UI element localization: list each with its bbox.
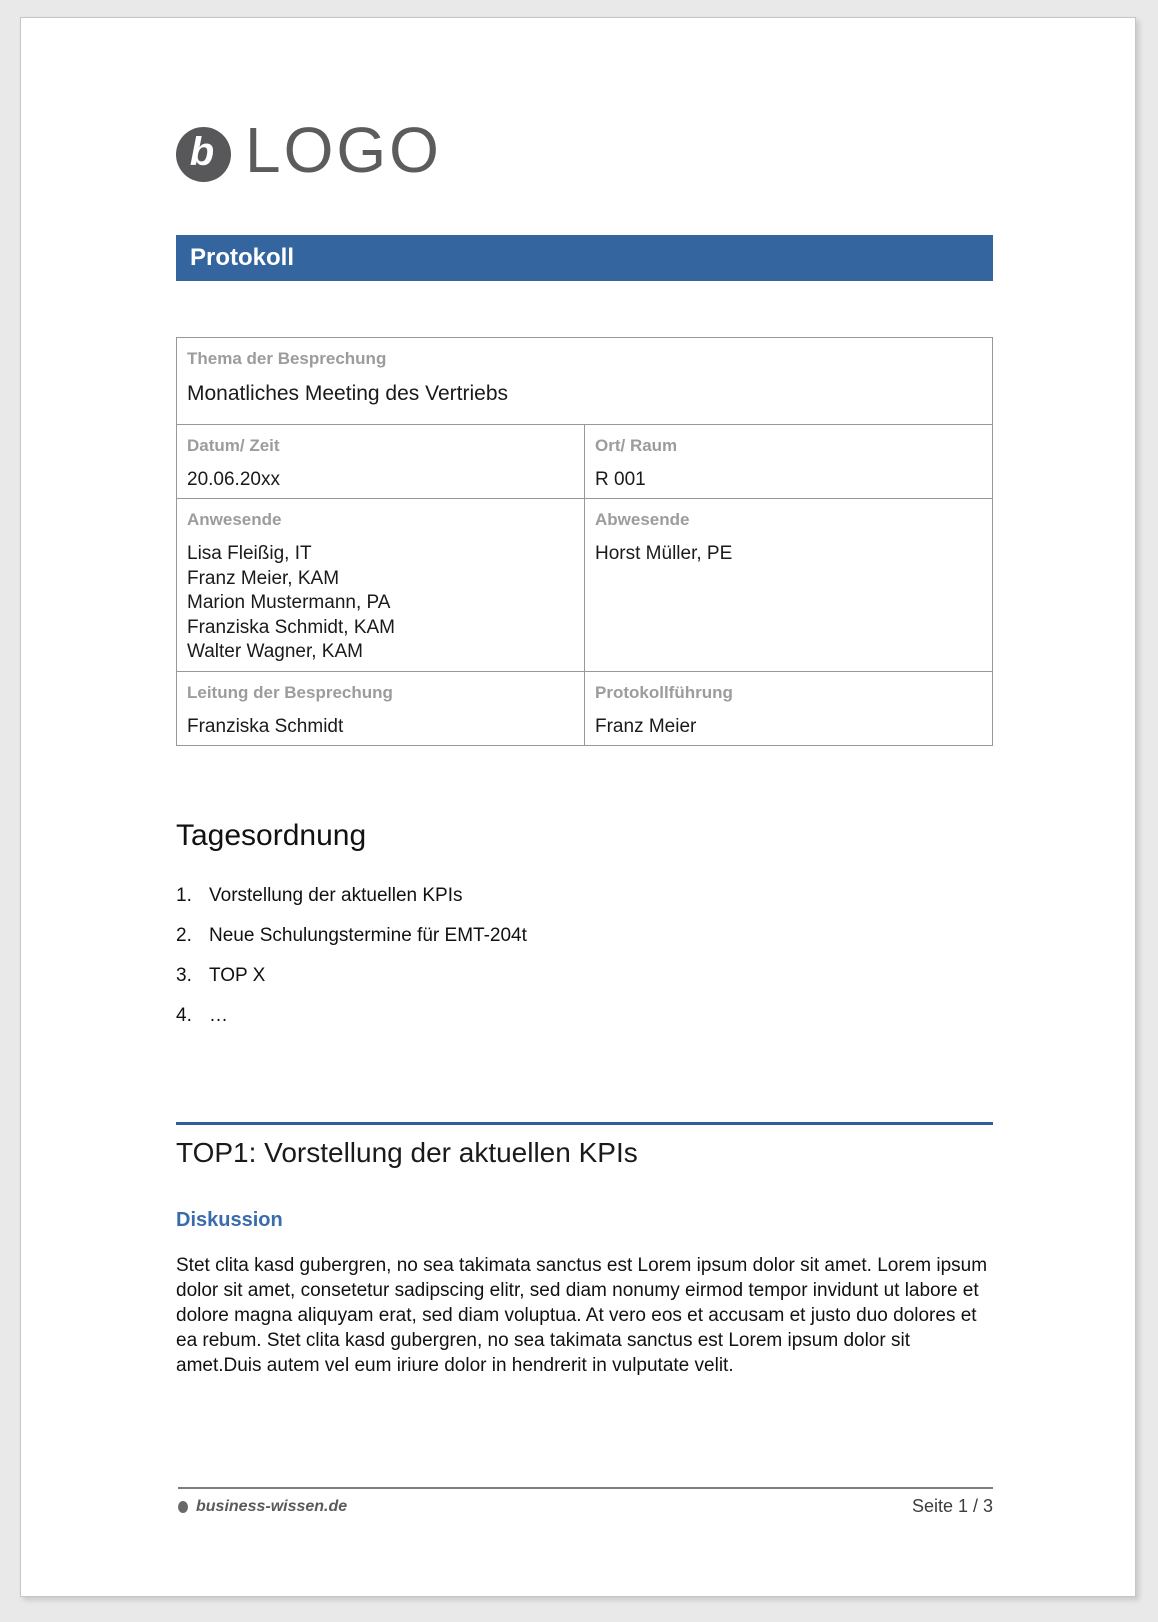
- leitung-cell: [177, 671, 585, 745]
- agenda-item-number: 2.: [176, 924, 192, 946]
- page-number: Seite 1 / 3: [911, 1496, 993, 1516]
- discussion-paragraph: Stet clita kasd gubergren, no sea takimata sanctus est Lorem ipsum dolor sit amet. Lorem ipsum dolor sit amet, consetetur sadipscing elitr, sed diam nonumy eirmod tempor invidunt ut labore et dolore magna aliquyam erat, sed diam voluptua. At vero eos et accusam et justo duo dolores et ea rebum. Stet clita kasd gubergren, no sea takimata sanctus est Lorem ipsum dolor sit amet.Duis autem vel eum iriure dolor in hendrerit in vulputate velit.: [176, 1254, 988, 1376]
- meeting-info-table: [176, 337, 993, 746]
- document-page: [20, 17, 1136, 1597]
- abwesende-cell: [585, 499, 993, 672]
- abwesende-list: [595, 542, 980, 567]
- protokollfuehrung-cell: [585, 671, 993, 745]
- logo-mark-letter: b: [189, 129, 215, 174]
- agenda-item-label: TOP X: [209, 964, 266, 986]
- leitung-value: Franziska Schmidt: [187, 715, 344, 737]
- thema-value: Monatliches Meeting des Vertriebs: [187, 382, 508, 405]
- protokollfuehrung-label: Protokollführung: [595, 682, 733, 702]
- logo: [176, 113, 993, 187]
- attendee-line: Walter Wagner, KAM: [187, 641, 363, 662]
- attendee-line: Lisa Fleißig, IT: [187, 543, 312, 564]
- agenda-item: [176, 964, 993, 988]
- agenda-item-number: 4.: [176, 1004, 192, 1026]
- anwesende-label: Anwesende: [187, 510, 282, 529]
- protokollfuehrung-value: Franz Meier: [595, 715, 697, 737]
- logo-b-icon: [176, 127, 231, 182]
- attendee-line: Franziska Schmidt, KAM: [187, 616, 395, 638]
- table-row-datum-ort: [177, 425, 993, 499]
- abwesende-label: Abwesende: [595, 510, 690, 529]
- leitung-label: Leitung der Besprechung: [187, 682, 393, 702]
- datum-label: Datum/ Zeit: [187, 436, 280, 455]
- footer-row: [178, 1496, 993, 1517]
- brand-bullet-icon: [178, 1501, 188, 1513]
- agenda-item-label: Vorstellung der aktuellen KPIs: [209, 884, 463, 906]
- anwesende-cell: [177, 499, 585, 672]
- document-title: Protokoll: [190, 244, 295, 271]
- table-row-anwesende-abwesende: [177, 499, 993, 672]
- agenda-list: [176, 884, 993, 1028]
- agenda-item-number: 3.: [176, 964, 192, 986]
- datum-value: 20.06.20xx: [187, 469, 280, 490]
- agenda-item: [176, 884, 993, 908]
- attendee-line: Marion Mustermann, PA: [187, 592, 391, 613]
- agenda-item: [176, 1004, 993, 1028]
- table-row-thema: [177, 338, 993, 425]
- agenda-heading: Tagesordnung: [176, 818, 367, 852]
- agenda-item-label: …: [209, 1004, 228, 1026]
- absentee-line: Horst Müller, PE: [595, 543, 733, 564]
- agenda-item-number: 1.: [176, 884, 192, 906]
- page-footer: [178, 1487, 993, 1517]
- ort-value: R 001: [595, 469, 646, 490]
- datum-cell: [177, 425, 585, 499]
- table-row-leitung-protokoll: [177, 671, 993, 745]
- document-title-bar: [176, 235, 993, 281]
- logo-text: LOGO: [245, 114, 442, 186]
- thema-label: Thema der Besprechung: [187, 349, 387, 368]
- footer-rule: [178, 1487, 993, 1489]
- section-divider-rule: [176, 1122, 993, 1125]
- agenda-item: [176, 924, 993, 948]
- attendee-line: Franz Meier, KAM: [187, 567, 340, 589]
- footer-brand: business-wissen.de: [196, 1497, 348, 1515]
- thema-cell: [177, 338, 993, 425]
- agenda-item-label: Neue Schulungstermine für EMT-204t: [209, 924, 527, 946]
- ort-label: Ort/ Raum: [595, 436, 678, 455]
- top1-heading: TOP1: Vorstellung der aktuellen KPIs: [176, 1136, 638, 1168]
- ort-cell: [585, 425, 993, 499]
- discussion-heading: Diskussion: [176, 1208, 283, 1231]
- anwesende-list: [187, 542, 572, 665]
